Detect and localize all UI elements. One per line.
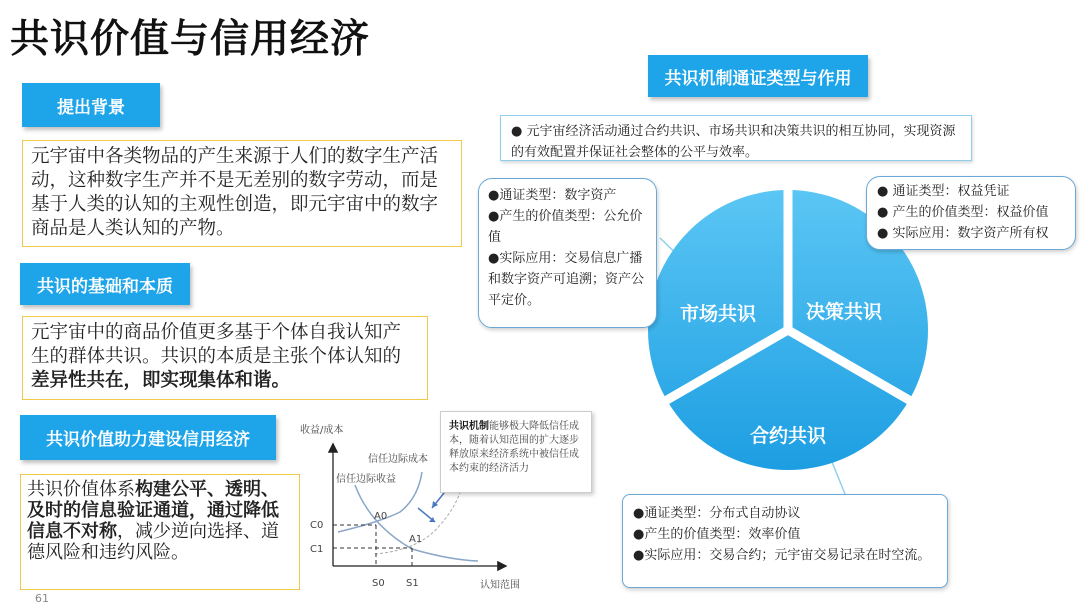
credit-text [20,474,300,590]
note-bold: 共识机制 [449,421,489,432]
market-token-type: ●通证类型：数字资产 [488,188,617,203]
contract-token-type: ●通证类型：分布式自动协议 [633,506,801,521]
pie-slice-decision: 决策共识 [806,301,883,323]
y-axis-label: 收益/成本 [300,425,344,436]
foundation-body: 元宇宙中的商品价值更多基于个体自我认知产生的群体共识。共识的本质是主张个体认知的 [31,322,402,367]
foundation-bold: 差异性共在，即实现集体和谐。 [31,370,291,391]
decision-token-type: ● 通证类型：权益凭证 [877,184,1010,199]
pie-slice-contract: 合约共识 [750,425,827,447]
note-body: 能够极大降低信任成本，随着认知范围的扩大逐步释放原来经济系统中被信任成本约束的经济活力 [449,421,579,474]
s0-label: S0 [372,578,385,589]
section-header-credit: 共识价值助力建设信用经济 [20,415,276,460]
a0-label: A0 [374,511,388,522]
decision-value-type: ● 产生的价值类型：权益价值 [877,205,1049,220]
page-title: 共识价值与信用经济 [10,17,371,62]
pie-slice-market: 市场共识 [680,303,757,325]
credit-body2: ，减少逆向选择、道德风险和违约风险。 [27,521,279,563]
page-number: 61 [35,592,49,605]
chart-note [440,411,592,493]
market-value-type: ●产生的价值类型：公允价值 [488,209,643,245]
section-header-token-types: 共识机制通证类型与作用 [648,55,868,97]
cost-curve-label: 信任边际成本 [368,454,428,465]
a1-label: A1 [409,534,423,545]
credit-body1: 共识价值体系 [27,479,135,500]
section-header-background: 提出背景 [22,83,160,127]
contract-application: ●实际应用：交易合约；元宇宙交易记录在时空流。 [633,548,931,563]
c1-label: C1 [310,544,324,555]
market-consensus-box [478,178,657,328]
x-axis-label: 认知范围 [480,580,520,591]
contract-consensus-box [622,494,948,588]
decision-consensus-box [866,176,1076,250]
s1-label: S1 [406,578,419,589]
section-header-foundation: 共识的基础和本质 [20,263,190,305]
market-application: ●实际应用：交易信息广播和数字资产可追溯；资产公平定价。 [488,251,645,308]
benefit-curve-label: 信任边际收益 [336,474,396,485]
foundation-text [22,316,428,400]
background-text: 元宇宙中各类物品的产生来源于人们的数字生产活动，这种数字生产并不是无差别的数字劳动，而是基于人类的认知的主观性创造，即元宇宙中的数字商品是人类认知的产物。 [22,140,462,247]
contract-value-type: ●产生的价值类型：效率价值 [633,527,801,542]
summary-box: ● 元宇宙经济活动通过合约共识、市场共识和决策共识的相互协同，实现资源的有效配置并保证社会整体的公平与效率。 [500,115,972,161]
credit-bold: 构建公平、透明、及时的信息验证通道，通过降低信息不对称 [27,479,279,542]
decision-application: ● 实际应用：数字资产所有权 [877,226,1049,241]
c0-label: C0 [310,520,324,531]
